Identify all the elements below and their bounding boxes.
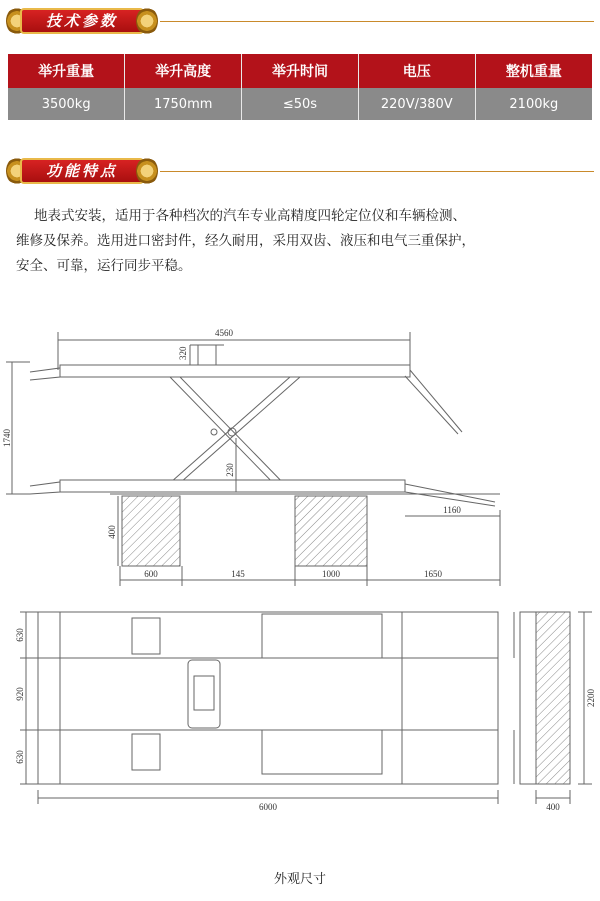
spec-value: 1750mm — [125, 88, 242, 120]
description-line: 安全、可靠，运行同步平稳。 — [16, 258, 192, 274]
dim-6000: 6000 — [259, 802, 277, 812]
dim-630-top: 630 — [15, 628, 25, 642]
dim-4560: 4560 — [215, 328, 233, 338]
spec-table — [8, 54, 592, 120]
description-line: 维修及保养。选用进口密封件，经久耐用，采用双齿、液压和电气三重保护， — [16, 233, 475, 249]
ornament-icon — [136, 7, 158, 35]
spec-value: 3500kg — [8, 88, 125, 120]
spec-header: 整机重量 — [475, 54, 592, 88]
spec-header: 电压 — [358, 54, 475, 88]
description-line: 地表式安装，适用于各种档次的汽车专业高精度四轮定位仪和车辆检测、 — [34, 208, 466, 224]
dim-320: 320 — [178, 346, 188, 360]
dim-920: 920 — [15, 687, 25, 701]
divider — [160, 21, 594, 22]
section-header-specs — [6, 4, 156, 38]
dim-145: 145 — [231, 569, 245, 579]
dimension-drawing — [0, 320, 600, 860]
spec-value-row — [8, 88, 592, 120]
spec-value: 220V/380V — [358, 88, 475, 120]
drawing-caption: 外观尺寸 — [273, 872, 326, 887]
dim-630-bottom: 630 — [15, 750, 25, 764]
dim-1000: 1000 — [322, 569, 340, 579]
dim-2200: 2200 — [586, 689, 596, 707]
spec-header: 举升重量 — [8, 54, 125, 88]
dim-side-400: 400 — [546, 802, 560, 812]
spec-value: ≤50s — [242, 88, 359, 120]
dim-400: 400 — [107, 525, 117, 539]
ornament-icon — [136, 157, 158, 185]
spec-header: 举升高度 — [125, 54, 242, 88]
feature-description — [16, 204, 576, 279]
spec-value: 2100kg — [475, 88, 592, 120]
dim-1740: 1740 — [2, 429, 12, 447]
dim-600: 600 — [144, 569, 158, 579]
dim-1650: 1650 — [424, 569, 442, 579]
dim-230: 230 — [225, 463, 235, 477]
spec-header: 举升时间 — [242, 54, 359, 88]
divider — [160, 171, 594, 172]
spec-header-row — [8, 54, 592, 88]
dim-1160: 1160 — [443, 505, 461, 515]
section-title-features: 功能特点 — [45, 162, 118, 180]
section-header-features — [6, 154, 156, 188]
section-title-specs: 技术参数 — [45, 12, 118, 30]
